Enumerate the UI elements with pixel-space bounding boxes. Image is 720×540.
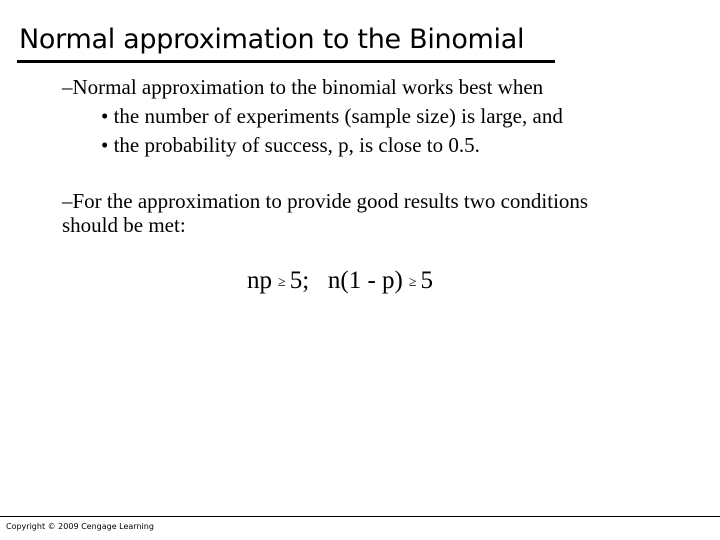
body-line-conditions: –For the approximation to provide good results two conditions [62, 189, 589, 213]
bullet-probability: • the probability of success, p, is close to 0.5. [101, 133, 480, 157]
body-line-conditions-cont: should be met: [62, 213, 186, 237]
geq-symbol: ≥ [408, 275, 417, 290]
bullet-sample-size: • the number of experiments (sample size) is large, and [101, 104, 563, 128]
formula-middle: 5; n(1 - p) [289, 267, 403, 294]
title-underline [17, 60, 555, 63]
formula-five: 5 [420, 267, 434, 294]
formula-np: np [247, 267, 272, 294]
footer-divider [0, 516, 720, 517]
body-line-intro: –Normal approximation to the binomial works best when [62, 75, 544, 99]
slide-title: Normal approximation to the Binomial [19, 24, 525, 55]
geq-symbol: ≥ [278, 275, 286, 290]
copyright-notice: Copyright © 2009 Cengage Learning [6, 522, 154, 531]
condition-formula [247, 264, 433, 300]
